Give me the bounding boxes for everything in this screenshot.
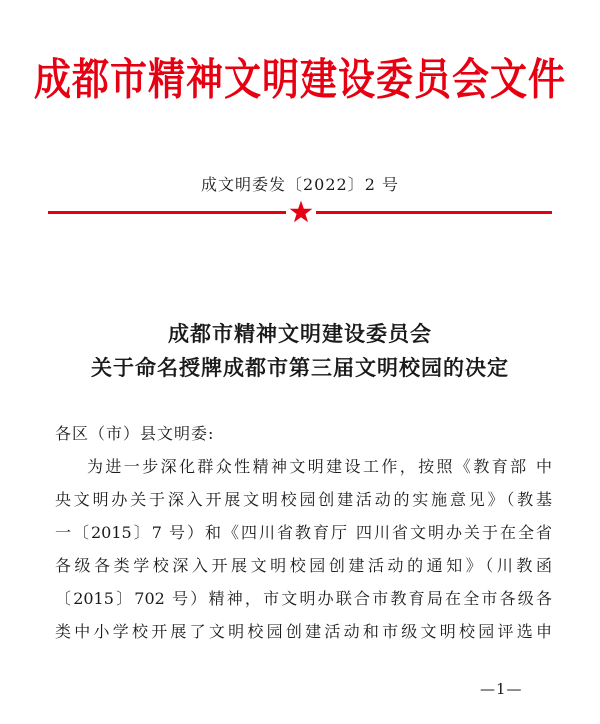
body-line: 各级各类学校深入开展文明校园创建活动的通知》（川教函 [55,556,552,575]
body-line: 〔2015〕702 号）精神，市文明办联合市教育局在全市各级各 [55,589,552,608]
document-title-line-2: 关于命名授牌成都市第三届文明校园的决定 [91,356,509,380]
body-line: 央文明办关于深入开展文明校园创建活动的实施意见》（教基 [55,490,552,509]
star-icon [288,199,314,225]
page-number: —1— [480,680,523,698]
document-number: 成文明委发〔2022〕2 号 [201,175,399,194]
salutation: 各区（市）县文明委: [55,424,215,443]
body-line: 一〔2015〕7 号）和《四川省教育厅 四川省文明办关于在全省 [55,523,552,542]
body-line: 为进一步深化群众性精神文明建设工作，按照《教育部 中 [87,457,552,476]
document-title-line-1: 成都市精神文明建设委员会 [168,322,432,346]
body-line: 类中小学校开展了文明校园创建活动和市级文明校园评选申 [55,622,552,641]
red-divider-left [48,211,286,214]
red-divider-right [316,211,552,214]
document-header-title: 成都市精神文明建设委员会文件 [34,54,566,106]
